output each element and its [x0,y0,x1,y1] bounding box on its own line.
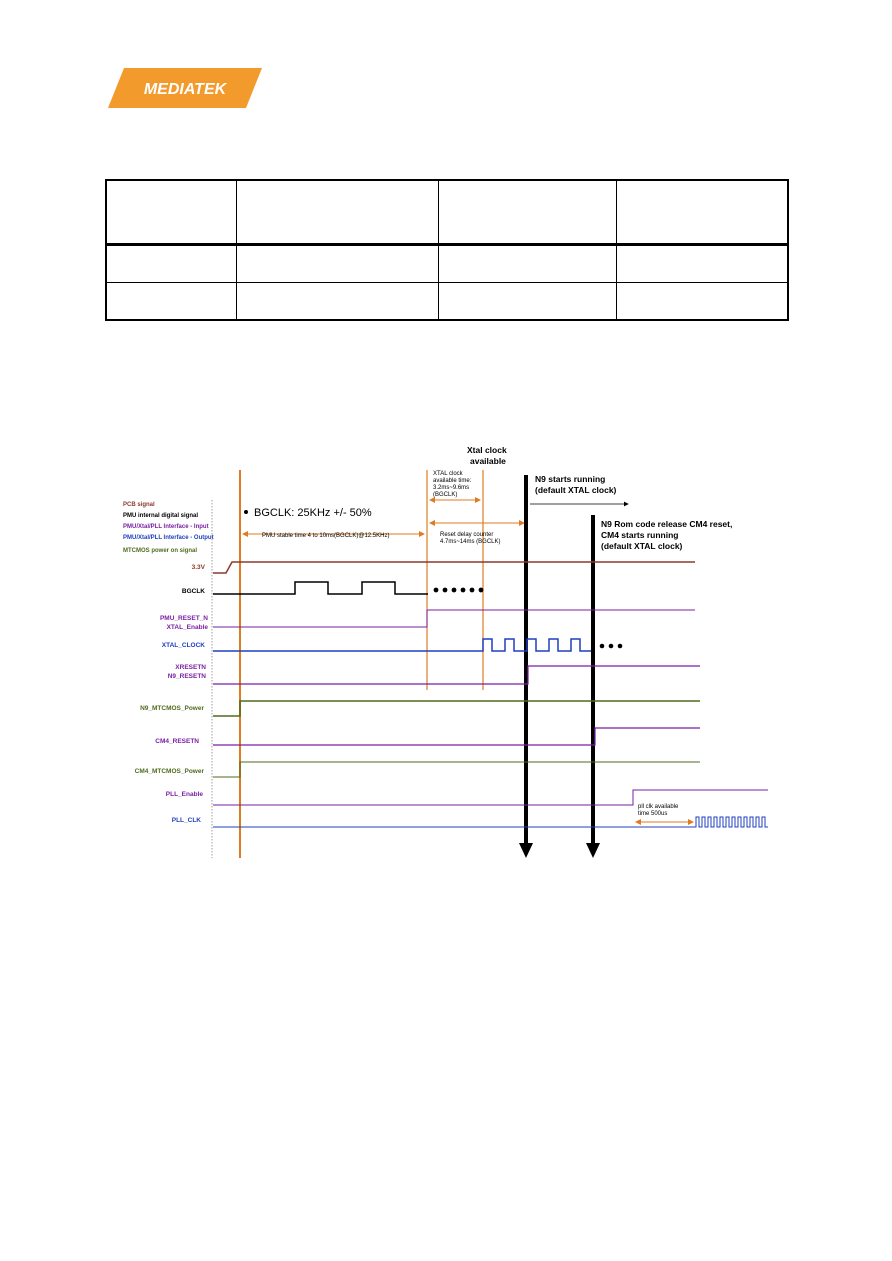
pmu-stable-label: PMU stable time 4 to 10ms(BGCLK)@12.5KHz) [262,533,390,539]
signal-label-pll-enable: PLL_Enable [165,791,203,798]
bullet-icon [244,510,248,514]
waveform-cm4-mtcmos [213,762,700,777]
cm4-label-3: (default XTAL clock) [601,541,683,551]
table-cell [616,180,788,245]
table-row [106,245,788,283]
legend-pmu-internal: PMU internal digital signal [123,513,199,519]
table-cell [236,180,438,245]
spec-table [105,179,789,321]
signal-label-pll-clk: PLL_CLK [171,817,201,824]
xtal-time-label-1: XTAL clock [433,471,463,477]
table-row [106,283,788,321]
cm4-label-2: CM4 starts running [601,530,679,540]
reset-delay-label-2: 4.7ms~14ms (BGCLK) [440,539,501,545]
n9-arrow-down-icon [519,843,533,858]
signal-label-cm4-mtcmos: CM4_MTCMOS_Power [134,768,204,775]
xtal-time-label-3: 3.2ms~9.6ms [433,485,470,491]
legend-pcb-signal: PCB signal [123,502,155,508]
table-cell [106,245,236,283]
signal-label-bgclk: BGCLK [181,588,205,595]
continuation-dots-icon [600,644,623,649]
signal-label-n9-mtcmos: N9_MTCMOS_Power [140,705,204,712]
xtal-available-label-2: available [470,456,506,466]
signal-label-3v3: 3.3V [191,564,205,571]
legend-mtcmos-power: MTCMOS power on signal [123,548,198,554]
waveform-bgclk [213,582,428,594]
signal-label-xtal-enable: XTAL_Enable [166,624,208,631]
reset-delay-label-1: Reset delay counter [440,532,494,538]
waveform-xtal-clock [213,639,591,651]
cm4-label-1: N9 Rom code release CM4 reset, [601,519,733,529]
legend-interface-input: PMU/Xtal/PLL Interface - Input [123,524,209,530]
mediatek-logo [108,68,262,108]
pll-available-label-1: pll clk available [638,804,679,810]
table-header-row [106,180,788,245]
table-cell [438,245,616,283]
xtal-time-label-4: (BGCLK) [433,492,458,498]
table-cell [616,245,788,283]
table-cell [106,180,236,245]
pll-available-label-2: time 500us [638,811,668,817]
table-cell [616,283,788,321]
waveform-n9-mtcmos [213,701,700,716]
continuation-dots-icon [434,588,484,593]
n9-start-label-2: (default XTAL clock) [535,485,617,495]
table-cell [438,283,616,321]
table-cell [236,245,438,283]
signal-label-cm4-resetn: CM4_RESETN [155,738,199,745]
waveform-pll-enable [213,790,768,805]
power-on-timing-diagram [0,430,892,870]
waveform-pmu-reset [213,610,695,627]
signal-label-pmu-reset: PMU_RESET_N [159,615,208,622]
waveform-3v3 [213,562,695,573]
bgclk-note: BGCLK: 25KHz +/- 50% [254,507,372,519]
table-cell [106,283,236,321]
cm4-arrow-down-icon [586,843,600,858]
table-cell [438,180,616,245]
table-cell [236,283,438,321]
xtal-time-label-2: available time: [433,478,472,484]
signal-label-xtal-clock: XTAL_CLOCK [161,642,205,649]
legend-interface-output: PMU/Xtal/PLL Interface - Output [123,535,214,541]
waveform-cm4-resetn [213,728,700,745]
xtal-available-label-1: Xtal clock [467,445,507,455]
signal-label-xresetn: XRESETN [175,664,206,671]
logo-text: MEDIATEK [143,81,227,98]
n9-start-label-1: N9 starts running [535,474,606,484]
waveform-n9-resetn [213,666,700,684]
signal-label-n9-resetn: N9_RESETN [167,673,206,680]
